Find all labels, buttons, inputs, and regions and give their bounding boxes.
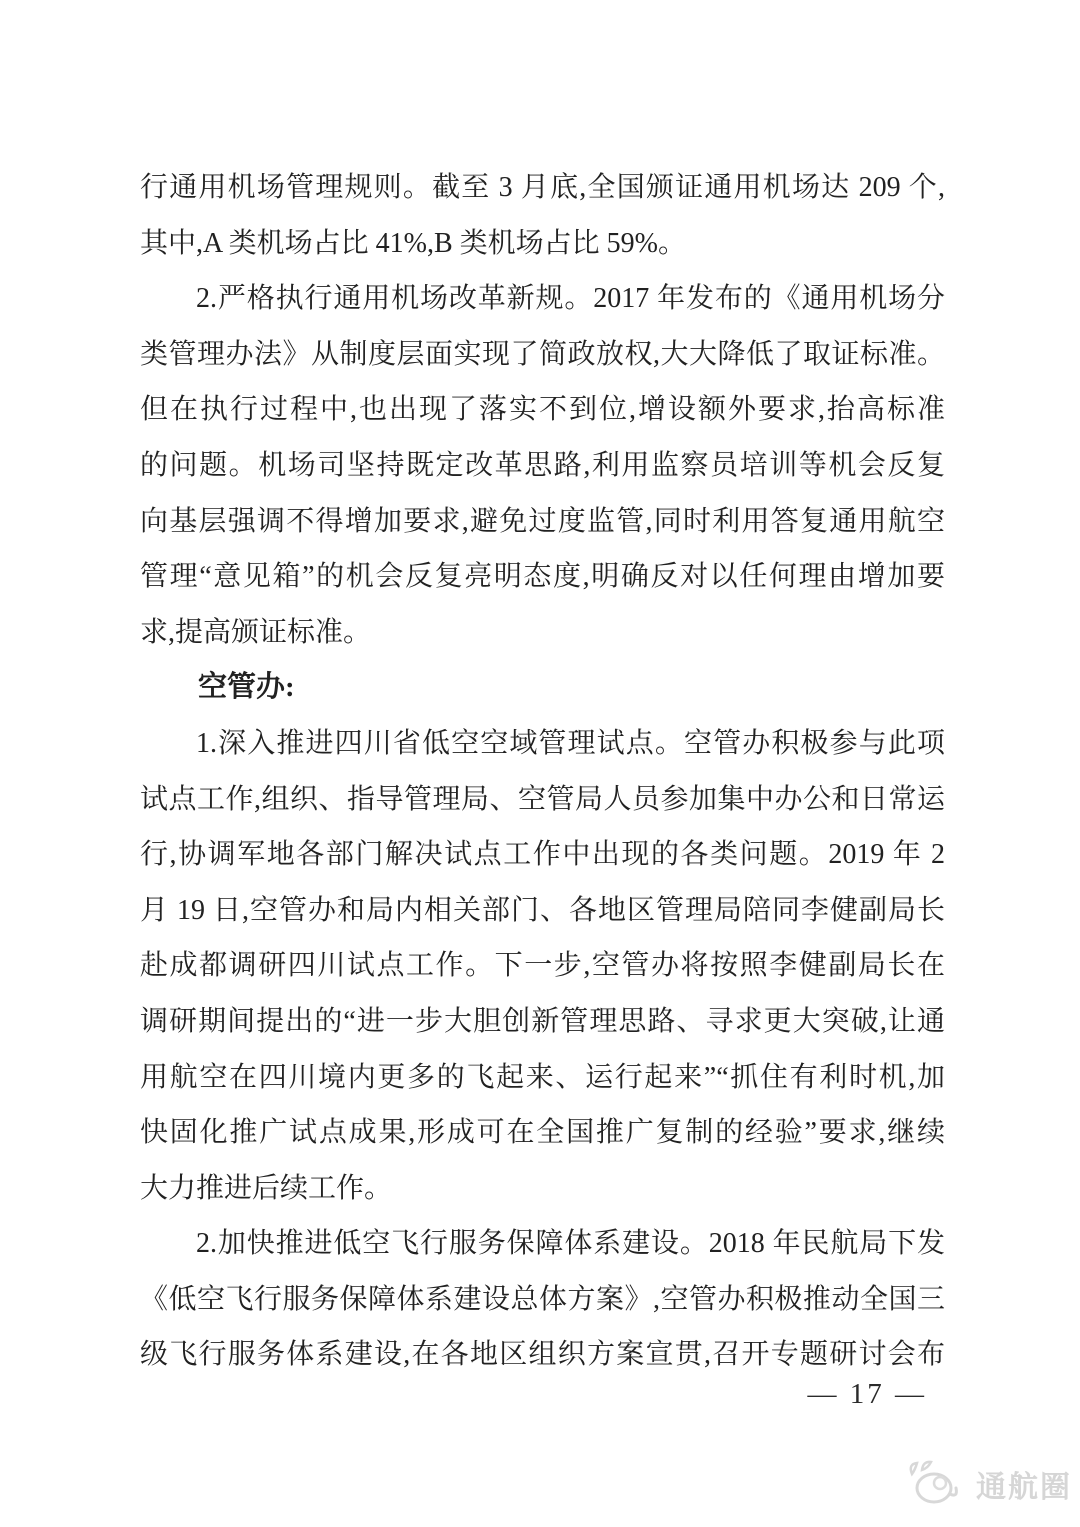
watermark-label: 通航圈 xyxy=(976,1471,1072,1504)
text-line: 的问题。机场司坚持既定改革思路,利用监察员培训等机会反复 xyxy=(140,449,945,481)
text-line: 级飞行服务体系建设,在各地区组织方案宣贯,召开专题研讨会布 xyxy=(140,1339,945,1371)
text-line: 快固化推广试点成果,形成可在全国推广复制的经验”要求,继续 xyxy=(140,1117,945,1149)
text-line: 但在执行过程中,也出现了落实不到位,增设额外要求,抬高标准 xyxy=(140,394,945,426)
text-line: 向基层强调不得增加要求,避免过度监管,同时利用答复通用航空 xyxy=(140,505,945,537)
text-line: 《低空飞行服务保障体系建设总体方案》,空管办积极推动全国三 xyxy=(140,1283,945,1315)
text-line: 类管理办法》从制度层面实现了简政放权,大大降低了取证标准。 xyxy=(140,338,945,370)
watermark xyxy=(904,1458,1072,1510)
text-line: 用航空在四川境内更多的飞起来、运行起来”“抓住有利时机,加 xyxy=(140,1061,945,1093)
text-line: 试点工作,组织、指导管理局、空管局人员参加集中办公和日常运 xyxy=(140,783,945,815)
page-number: — 17 — xyxy=(807,1378,927,1410)
text-line: 调研期间提出的“进一步大胆创新管理思路、寻求更大突破,让通 xyxy=(140,1005,945,1037)
document-body-text xyxy=(140,160,945,1383)
text-line: 大力推进后续工作。 xyxy=(140,1172,393,1204)
text-line: 行,协调军地各部门解决试点工作中出现的各类问题。2019 年 2 xyxy=(140,839,945,871)
text-line: 管理“意见箱”的机会反复亮明态度,明确反对以任何理由增加要 xyxy=(140,561,945,593)
text-line: 1.深入推进四川省低空空域管理试点。空管办积极参与此项 xyxy=(196,727,945,759)
text-line: 月 19 日,空管办和局内相关部门、各地区管理局陪同李健副局长 xyxy=(140,894,945,926)
section-heading: 空管办: xyxy=(198,671,295,704)
text-line: 求,提高颁证标准。 xyxy=(140,616,372,648)
text-line: 2.加快推进低空飞行服务保障体系建设。2018 年民航局下发 xyxy=(196,1228,945,1260)
text-line: 行通用机场管理规则。截至 3 月底,全国颁证通用机场达 209 个, xyxy=(140,172,945,203)
text-line: 2.严格执行通用机场改革新规。2017 年发布的《通用机场分 xyxy=(196,283,945,315)
bird-mascot-icon xyxy=(904,1458,972,1510)
text-line: 其中,A 类机场占比 41%,B 类机场占比 59%。 xyxy=(140,227,687,259)
text-line: 赴成都调研四川试点工作。下一步,空管办将按照李健副局长在 xyxy=(140,950,945,982)
